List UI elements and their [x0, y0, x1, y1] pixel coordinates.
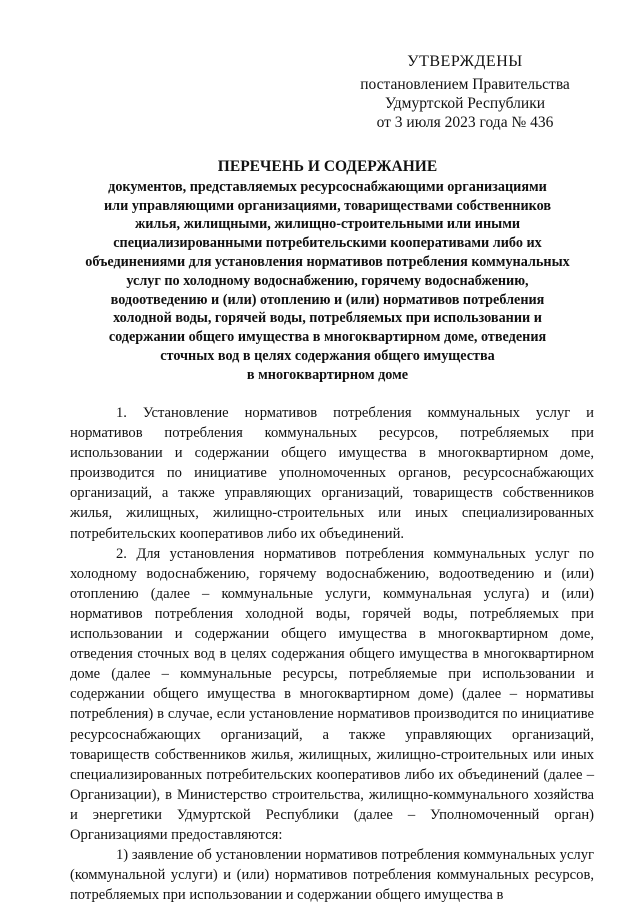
title-line: услуг по холодному водоснабжению, горячему водоснабжению,	[126, 272, 529, 289]
title-line: объединениями для установления нормативов потребления коммунальных	[85, 253, 570, 270]
title-line: специализированными потребительскими кооперативами либо их	[113, 235, 542, 252]
document-title	[70, 158, 585, 385]
paragraph-1: 1. Установление нормативов потребления коммунальных услуг и нормативов потребления коммунальных ресурсов, потребляемых при использовании и содержании общего имущества в многоквартирном доме, производится по инициативе уполномоченных органов, ресурсоснабжающих организаций, а также управляющих организаций, товариществ собственников жилья, жилищных, жилищно-строительных или иных специализированных потребительских кооперативов либо их объединений.	[70, 405, 594, 542]
document-heading: ПЕРЕЧЕНЬ И СОДЕРЖАНИЕ	[217, 158, 438, 175]
approval-line: Удмуртской Республики	[384, 95, 546, 112]
paragraph-2: 2. Для установления нормативов потребления коммунальных услуг по холодному водоснабжению, горячему водоснабжению, водоотведению и (или) отоплению (далее – коммунальные услуги, коммунальная услуга) и (или) нормативов потребления холодной воды, горячей воды, потребляемых при использовании и содержании общего имущества в многоквартирном доме, отведения сточных вод в целях содержания общего имущества в многоквартирном доме (далее – коммунальные ресурсы, потребляемые при использовании и содержании общего имущества в многоквартирном доме) (далее – нормативы потребления) в случае, если установление нормативов производится по инициативе ресурсоснабжающих организаций, а также управляющих организаций, товариществ собственников жилья, жилищных, жилищно-строительных или иных специализированных потребительских кооперативов либо их объединений (далее – Организации), в Министерство строительства, жилищно-коммунального хозяйства и энергетики Удмуртской Республики (далее – Уполномоченный орган) Организациями предоставляются:	[70, 545, 594, 843]
title-line: жилья, жилищными, жилищно-строительными или иными	[134, 216, 521, 233]
title-line: содержании общего имущества в многоквартирном доме, отведения	[108, 329, 547, 346]
title-line: документов, представляемых ресурсоснабжающими организациями	[108, 178, 547, 195]
approval-date-number: от 3 июля 2023 года № 436	[376, 114, 554, 131]
approval-stamp	[340, 52, 590, 132]
approval-line: постановлением Правительства	[360, 76, 570, 93]
paragraph-3: 1) заявление об установлении нормативов потребления коммунальных услуг (коммунальной услуги) и (или) нормативов потребления коммунальных ресурсов, потребляемых при использовании и содержании общего имущества в	[70, 847, 594, 904]
title-line: сточных вод в целях содержания общего имущества	[160, 347, 495, 364]
title-line: в многоквартирном доме	[246, 366, 409, 383]
title-line: или управляющими организациями, товариществами собственников	[103, 197, 552, 214]
approval-title: УТВЕРЖДЕНЫ	[407, 53, 523, 70]
document-body	[70, 403, 594, 905]
title-line: водоотведению и (или) отоплению и (или) нормативов потребления	[110, 291, 545, 308]
title-line: холодной воды, горячей воды, потребляемых при использовании и	[113, 310, 542, 327]
